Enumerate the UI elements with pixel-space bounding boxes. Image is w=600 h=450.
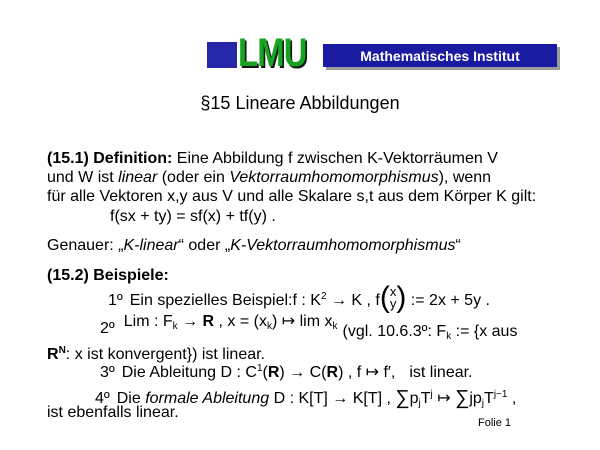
superscript-j: j: [430, 389, 433, 400]
bold-R: R: [202, 313, 215, 330]
formula-fragment: D : C: [220, 364, 257, 381]
example-3-formula: [220, 364, 395, 381]
subscript-j: j: [481, 398, 485, 409]
formula-fragment: ) , f ↦ f′,: [338, 364, 396, 381]
term-k-linear: K-linear: [123, 237, 179, 254]
formula-fragment: T: [420, 390, 431, 407]
example-1-number: 1º: [108, 292, 123, 309]
definition-label: (15.1) Definition:: [47, 150, 173, 167]
superscript-1: 1: [256, 363, 263, 374]
example-1-formula: [292, 280, 490, 314]
subscript-k: k: [446, 331, 452, 342]
term-vektorraumhomomorphismus: Vektorraumhomomorphismus: [229, 169, 439, 186]
bold-R: R: [47, 346, 59, 363]
example-4-continuation: ist ebenfalls linear.: [47, 404, 179, 421]
vector-y: y: [389, 295, 397, 311]
sum-symbol: ∑: [395, 387, 410, 409]
term-linear: linear: [118, 169, 158, 186]
formula-fragment: p: [409, 390, 419, 407]
example-4-pre: Die: [116, 390, 146, 407]
formula-fragment: ↦: [432, 390, 456, 407]
example-2-line: [100, 312, 518, 342]
definition-paragraph: [47, 149, 536, 206]
lmu-square-icon: [207, 42, 237, 68]
example-2-formula: [124, 313, 338, 330]
slide-number: Folie 1: [478, 417, 512, 429]
example-1-text: Ein spezielles Beispiel:: [129, 292, 293, 309]
subscript-k: k: [332, 321, 338, 332]
example-4-formula: [269, 387, 517, 409]
formula-fragment: ) ↦ lim x: [272, 313, 333, 330]
definition-line2e: ), wenn: [438, 169, 492, 186]
definition-line3: für alle Vektoren x,y aus V und alle Skalare s,t aus dem Körper K gilt:: [47, 188, 537, 205]
examples-label: (15.2) Beispiele:: [47, 267, 169, 284]
formula-fragment: ) → C(: [279, 364, 327, 381]
bold-R: R: [267, 364, 280, 381]
lmu-logo: LMU: [238, 31, 307, 75]
term-k-vektorraumhomomorphismus: K-Vektorraumhomomorphismus: [230, 237, 456, 254]
column-vector: [379, 280, 407, 314]
superscript-j-minus-1: j−1: [493, 389, 508, 400]
superscript-N: N: [58, 345, 66, 356]
example-3-number: 3º: [100, 364, 115, 381]
left-paren: (: [379, 280, 390, 314]
vgl-text: (vgl. 10.6.3º: F: [342, 323, 447, 340]
definition-line2c: (oder ein: [157, 169, 230, 186]
example-3-post: ist linear.: [409, 364, 473, 381]
formula-fragment: (: [262, 364, 268, 381]
right-paren: ): [396, 280, 407, 314]
vgl-text: := {x aus: [451, 323, 518, 340]
superscript-2: 2: [320, 291, 327, 302]
definition-line1: Eine Abbildung f zwischen K-Vektorräumen V: [172, 150, 498, 167]
formula-fragment: Lim : F: [123, 313, 173, 330]
formula-fragment: → K , f: [326, 292, 380, 309]
genauer-text: Genauer: „: [47, 237, 124, 254]
institute-banner: [323, 44, 557, 67]
formula-fragment: , x = (x: [214, 313, 267, 330]
formula-fragment: f : K: [292, 292, 321, 309]
continuation-text: : x ist konvergent}) ist linear.: [65, 346, 265, 363]
bold-R: R: [326, 364, 339, 381]
institute-banner-label: Mathematisches Institut: [360, 47, 520, 64]
example-2-number: 2º: [100, 320, 115, 337]
formula-fragment: D : K[T] → K[T] ,: [269, 390, 396, 407]
subscript-k: k: [172, 321, 178, 332]
vector-x: x: [389, 283, 397, 299]
example-4-number: 4º: [95, 390, 110, 407]
example-2-vgl: [343, 323, 518, 340]
formula-fragment: := 2x + 5y .: [406, 292, 490, 309]
formula-fragment: ,: [507, 390, 517, 407]
sum-symbol: ∑: [455, 387, 470, 409]
definition-line2a: und W ist: [47, 169, 119, 186]
formula-fragment: →: [177, 313, 203, 330]
genauer-end: “: [455, 237, 461, 254]
subscript-j: j: [418, 398, 421, 409]
example-1-line: [108, 280, 490, 314]
page-title: §15 Lineare Abbildungen: [200, 93, 400, 113]
subscript-k: k: [267, 321, 272, 332]
linearity-formula: f(sx + ty) = sf(x) + tf(y) .: [110, 208, 276, 225]
term-formale-ableitung: formale Ableitung: [145, 390, 270, 407]
formula-fragment: T: [484, 390, 494, 407]
example-3-line: [100, 359, 473, 382]
example-3-text: Die Ableitung: [121, 364, 221, 381]
formula-fragment: jp: [469, 390, 482, 407]
genauer-mid: “ oder „: [178, 237, 231, 254]
genauer-line: [47, 236, 461, 255]
